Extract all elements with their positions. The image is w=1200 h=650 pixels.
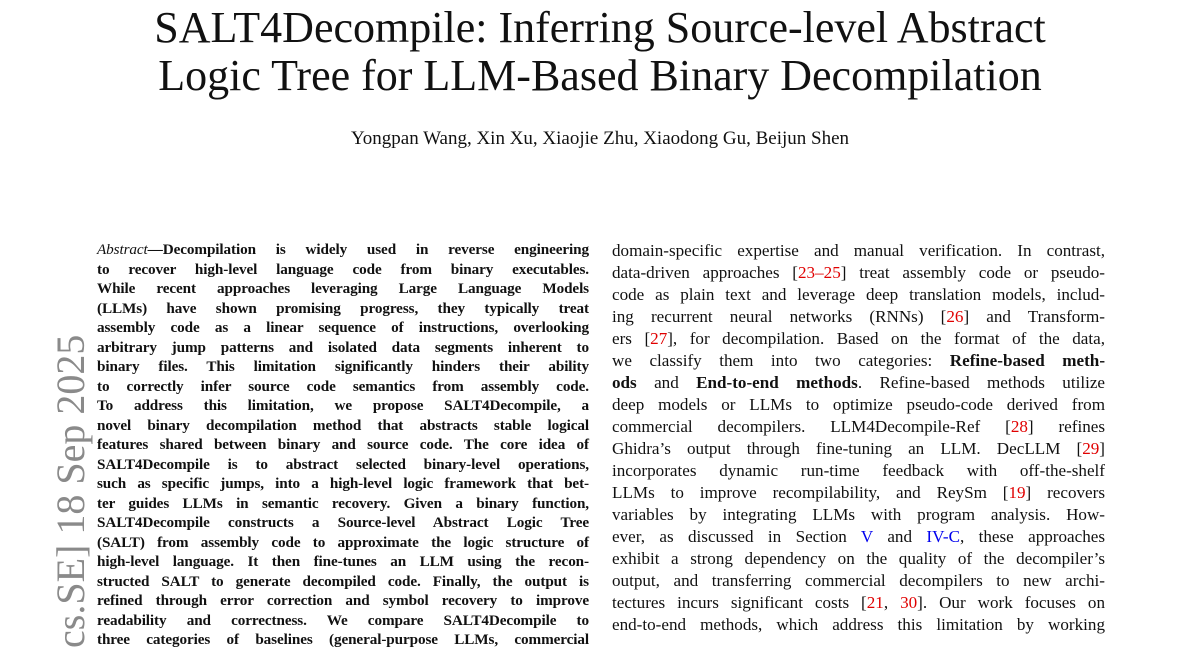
abstract-line: (SALT) from assembly code to approximate the logic structure of	[97, 533, 589, 551]
body-line: tectures incurs significant costs [21, 30]. Our work focuses on	[612, 593, 1105, 612]
body-line: we classify them into two categories: Refine-based meth-	[612, 351, 1106, 370]
abstract-line: SALT4Decompile is to abstract selected binary-level operations,	[97, 455, 589, 473]
abstract-line: to recover high-level language code from binary executables.	[97, 260, 589, 278]
abstract-line: features shared between binary and source code. The core idea of	[97, 436, 589, 453]
bold-term: End-to-end methods	[696, 373, 858, 392]
citation-link[interactable]: 28	[1010, 417, 1028, 436]
citation-link[interactable]: 27	[650, 329, 668, 348]
body-line: LLMs to improve recompilability, and ReySm [19] recovers	[612, 483, 1105, 502]
body-line: ods and End-to-end methods. Refine-based methods utilize	[612, 373, 1105, 392]
body-line: ers [27], for decompilation. Based on the format of the data,	[612, 329, 1105, 348]
citation-link[interactable]: 29	[1082, 439, 1100, 458]
author-list: Yongpan Wang, Xin Xu, Xiaojie Zhu, Xiaodong Gu, Beijun Shen	[350, 128, 850, 149]
right-column-body	[612, 240, 1105, 636]
abstract-line: While recent approaches leveraging Large Language Models	[97, 280, 589, 297]
body-line: domain-specific expertise and manual verification. In contrast,	[612, 241, 1105, 260]
section-link[interactable]: IV-C	[926, 527, 960, 546]
abstract-line	[97, 240, 589, 260]
body-line: variables by integrating LLMs with program analysis. How-	[612, 505, 1105, 524]
abstract-line: structed SALT to generate decompiled code. Finally, the output is	[97, 572, 589, 590]
abstract-line: three categories of baselines (general-purpose LLMs, commercial	[97, 631, 589, 648]
arxiv-side-stamp: cs.SE] 18 Sep 2025	[48, 334, 93, 648]
abstract-line: refined through error correction and symbol recovery to improve	[97, 592, 589, 609]
abstract-line: to correctly infer source code semantics from assembly code.	[97, 377, 589, 395]
abstract-line: such as specific jumps, into a high-level logic framework that bet-	[97, 475, 589, 492]
citation-link[interactable]: 23	[798, 263, 816, 282]
citation-link[interactable]: 21	[866, 593, 884, 612]
abstract-line: (LLMs) have shown promising progress, they typically treat	[97, 299, 589, 317]
title-line-2: Logic Tree for LLM-Based Binary Decompilation	[158, 51, 1042, 100]
body-line: code as plain text and leverage deep translation models, includ-	[612, 285, 1105, 304]
bold-term: ods	[612, 373, 637, 392]
citation-link[interactable]: 26	[946, 307, 964, 326]
abstract-line: assembly code as a linear sequence of instructions, overlooking	[97, 319, 589, 336]
abstract-line: ter guides LLMs in semantic recovery. Given a binary function,	[97, 494, 589, 512]
body-line: commercial decompilers. LLM4Decompile-Ref [28] refines	[612, 417, 1105, 436]
abstract-line: To address this limitation, we propose SALT4Decompile, a	[97, 397, 589, 414]
body-line: exhibit a strong dependency on the quality of the decompiler’s	[612, 549, 1105, 568]
body-line: Ghidra’s output through fine-tuning an LLM. DecLLM [29]	[612, 439, 1105, 458]
abstract-line: arbitrary jump patterns and isolated data segments inherent to	[97, 338, 589, 356]
citation-link[interactable]: 30	[900, 593, 918, 612]
abstract-label: Abstract	[97, 241, 148, 258]
section-link[interactable]: V	[860, 527, 873, 546]
bold-term: Refine-based meth-	[949, 351, 1106, 370]
abstract-line: high-level language. It then fine-tunes an LLM using the recon-	[97, 553, 589, 570]
body-line: data-driven approaches [23–25] treat assembly code or pseudo-	[612, 263, 1106, 282]
citation-link[interactable]: 25	[823, 263, 841, 282]
abstract-line: novel binary decompilation method that abstracts stable logical	[97, 416, 589, 434]
citation-link[interactable]: 19	[1008, 483, 1026, 502]
abstract-block	[97, 240, 589, 650]
body-line: ever, as discussed in Section V and IV-C, these approaches	[612, 527, 1105, 546]
body-line: end-to-end methods, which address this limitation by working	[612, 615, 1105, 634]
abstract-line: binary files. This limitation significantly hinders their ability	[97, 358, 589, 375]
title-line-1: SALT4Decompile: Inferring Source-level Abstract	[154, 3, 1046, 52]
abstract-line: SALT4Decompile constructs a Source-level Abstract Logic Tree	[97, 514, 589, 531]
body-line: output, and transferring commercial decompilers to new archi-	[612, 571, 1105, 590]
body-line: incorporates dynamic run-time feedback with off-the-shelf	[612, 461, 1105, 480]
abstract-line: readability and correctness. We compare SALT4Decompile to	[97, 611, 589, 629]
body-line: deep models or LLMs to optimize pseudo-code derived from	[612, 395, 1105, 414]
abstract-line-text: —Decompilation is widely used in reverse engineering	[147, 241, 589, 258]
body-line: ing recurrent neural networks (RNNs) [26] and Transform-	[612, 307, 1105, 326]
paper-title	[0, 4, 1200, 100]
